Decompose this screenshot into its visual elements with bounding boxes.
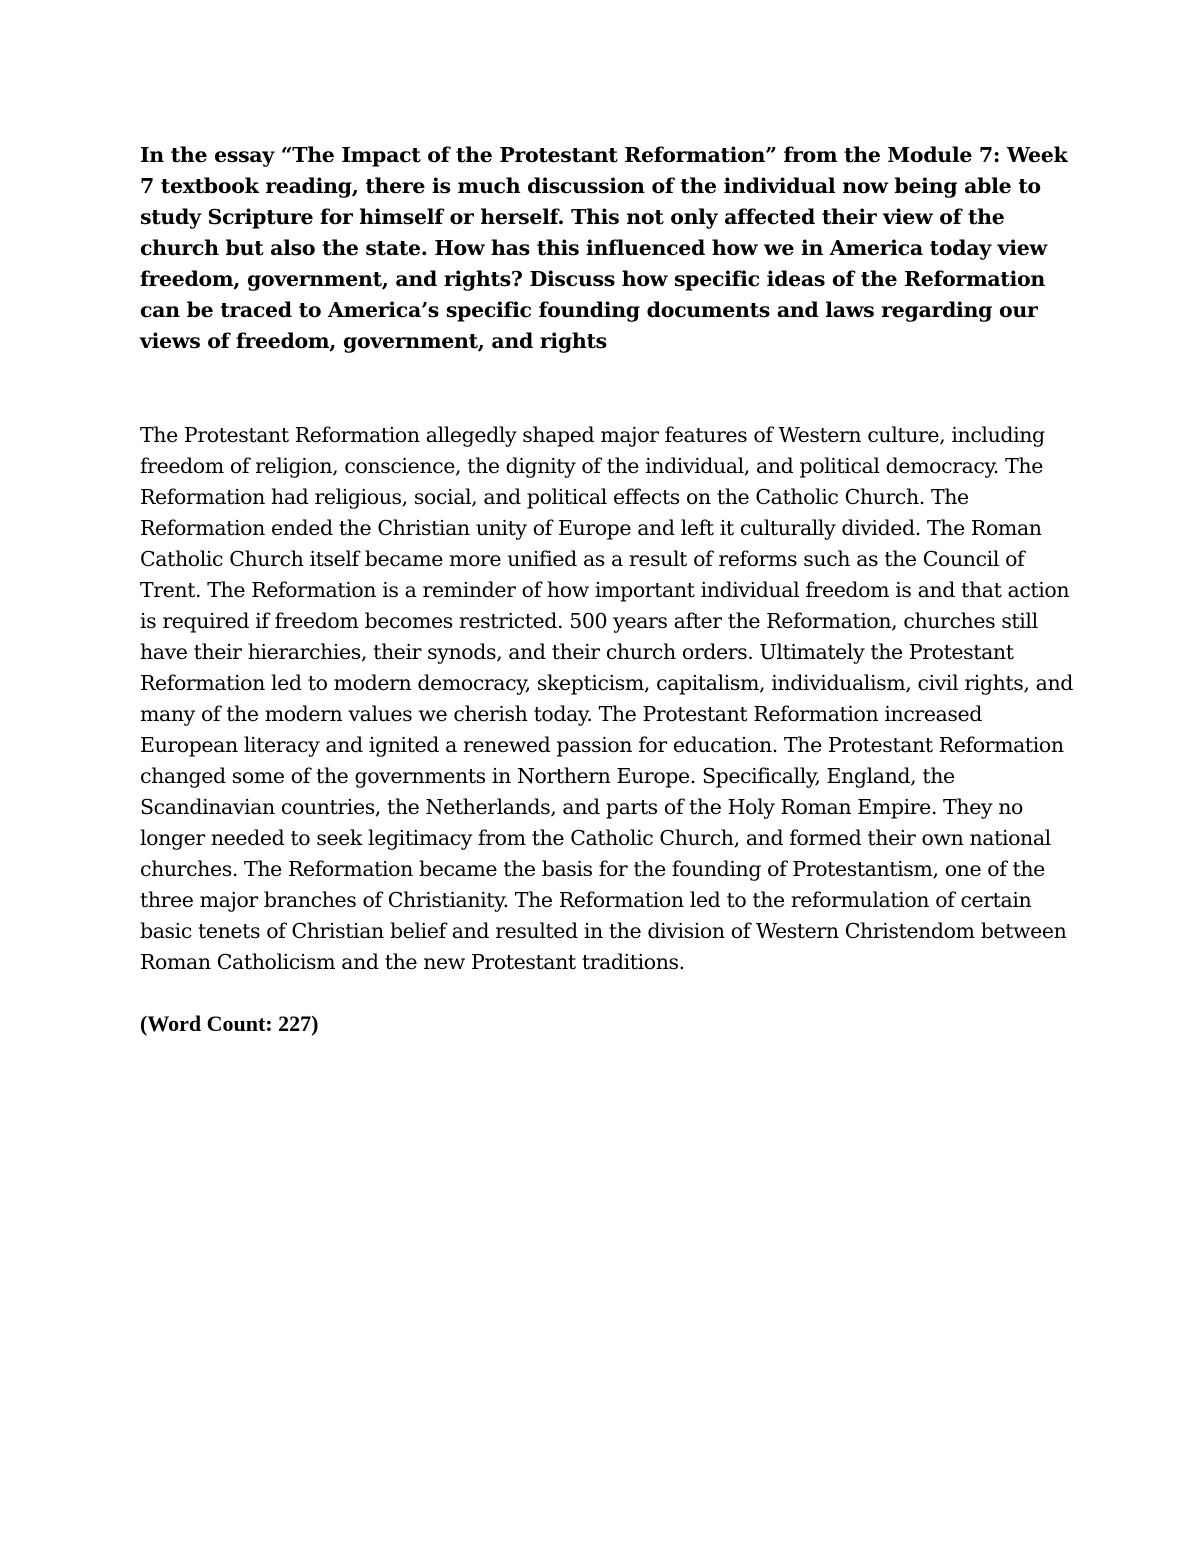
- document-body: [140, 140, 1075, 1039]
- essay-prompt: In the essay “The Impact of the Protestant Reformation” from the Module 7: Week 7 textbook reading, there is much discussion of the individual now being able to study Scripture for himself or herself. This not only affected their view of the church but also the state. How has this influenced how we in America today view freedom, government, and rights? Discuss how specific ideas of the Reformation can be traced to America’s specific founding documents and laws regarding our views of freedom, government, and rights: [140, 143, 1068, 353]
- essay-response: The Protestant Reformation allegedly shaped major features of Western culture, including freedom of religion, conscience, the dignity of the individual, and political democracy. The Reformation had religious, social, and political effects on the Catholic Church. The Reformation ended the Christian unity of Europe and left it culturally divided. The Roman Catholic Church itself became more unified as a result of reforms such as the Council of Trent. The Reformation is a reminder of how important individual freedom is and that action is required if freedom becomes restricted. 500 years after the Reformation, churches still have their hierarchies, their synods, and their church orders. Ultimately the Protestant Reformation led to modern democracy, skepticism, capitalism, individualism, civil rights, and many of the modern values we cherish today. The Protestant Reformation increased European literacy and ignited a renewed passion for education. The Protestant Reformation changed some of the governments in Northern Europe. Specifically, England, the Scandinavian countries, the Netherlands, and parts of the Holy Roman Empire. They no longer needed to seek legitimacy from the Catholic Church, and formed their own national churches. The Reformation became the basis for the founding of Protestantism, one of the three major branches of Christianity. The Reformation led to the reformulation of certain basic tenets of Christian belief and resulted in the division of Western Christendom between Roman Catholicism and the new Protestant traditions.: [140, 423, 1073, 974]
- word-count: (Word Count: 227): [140, 1011, 319, 1036]
